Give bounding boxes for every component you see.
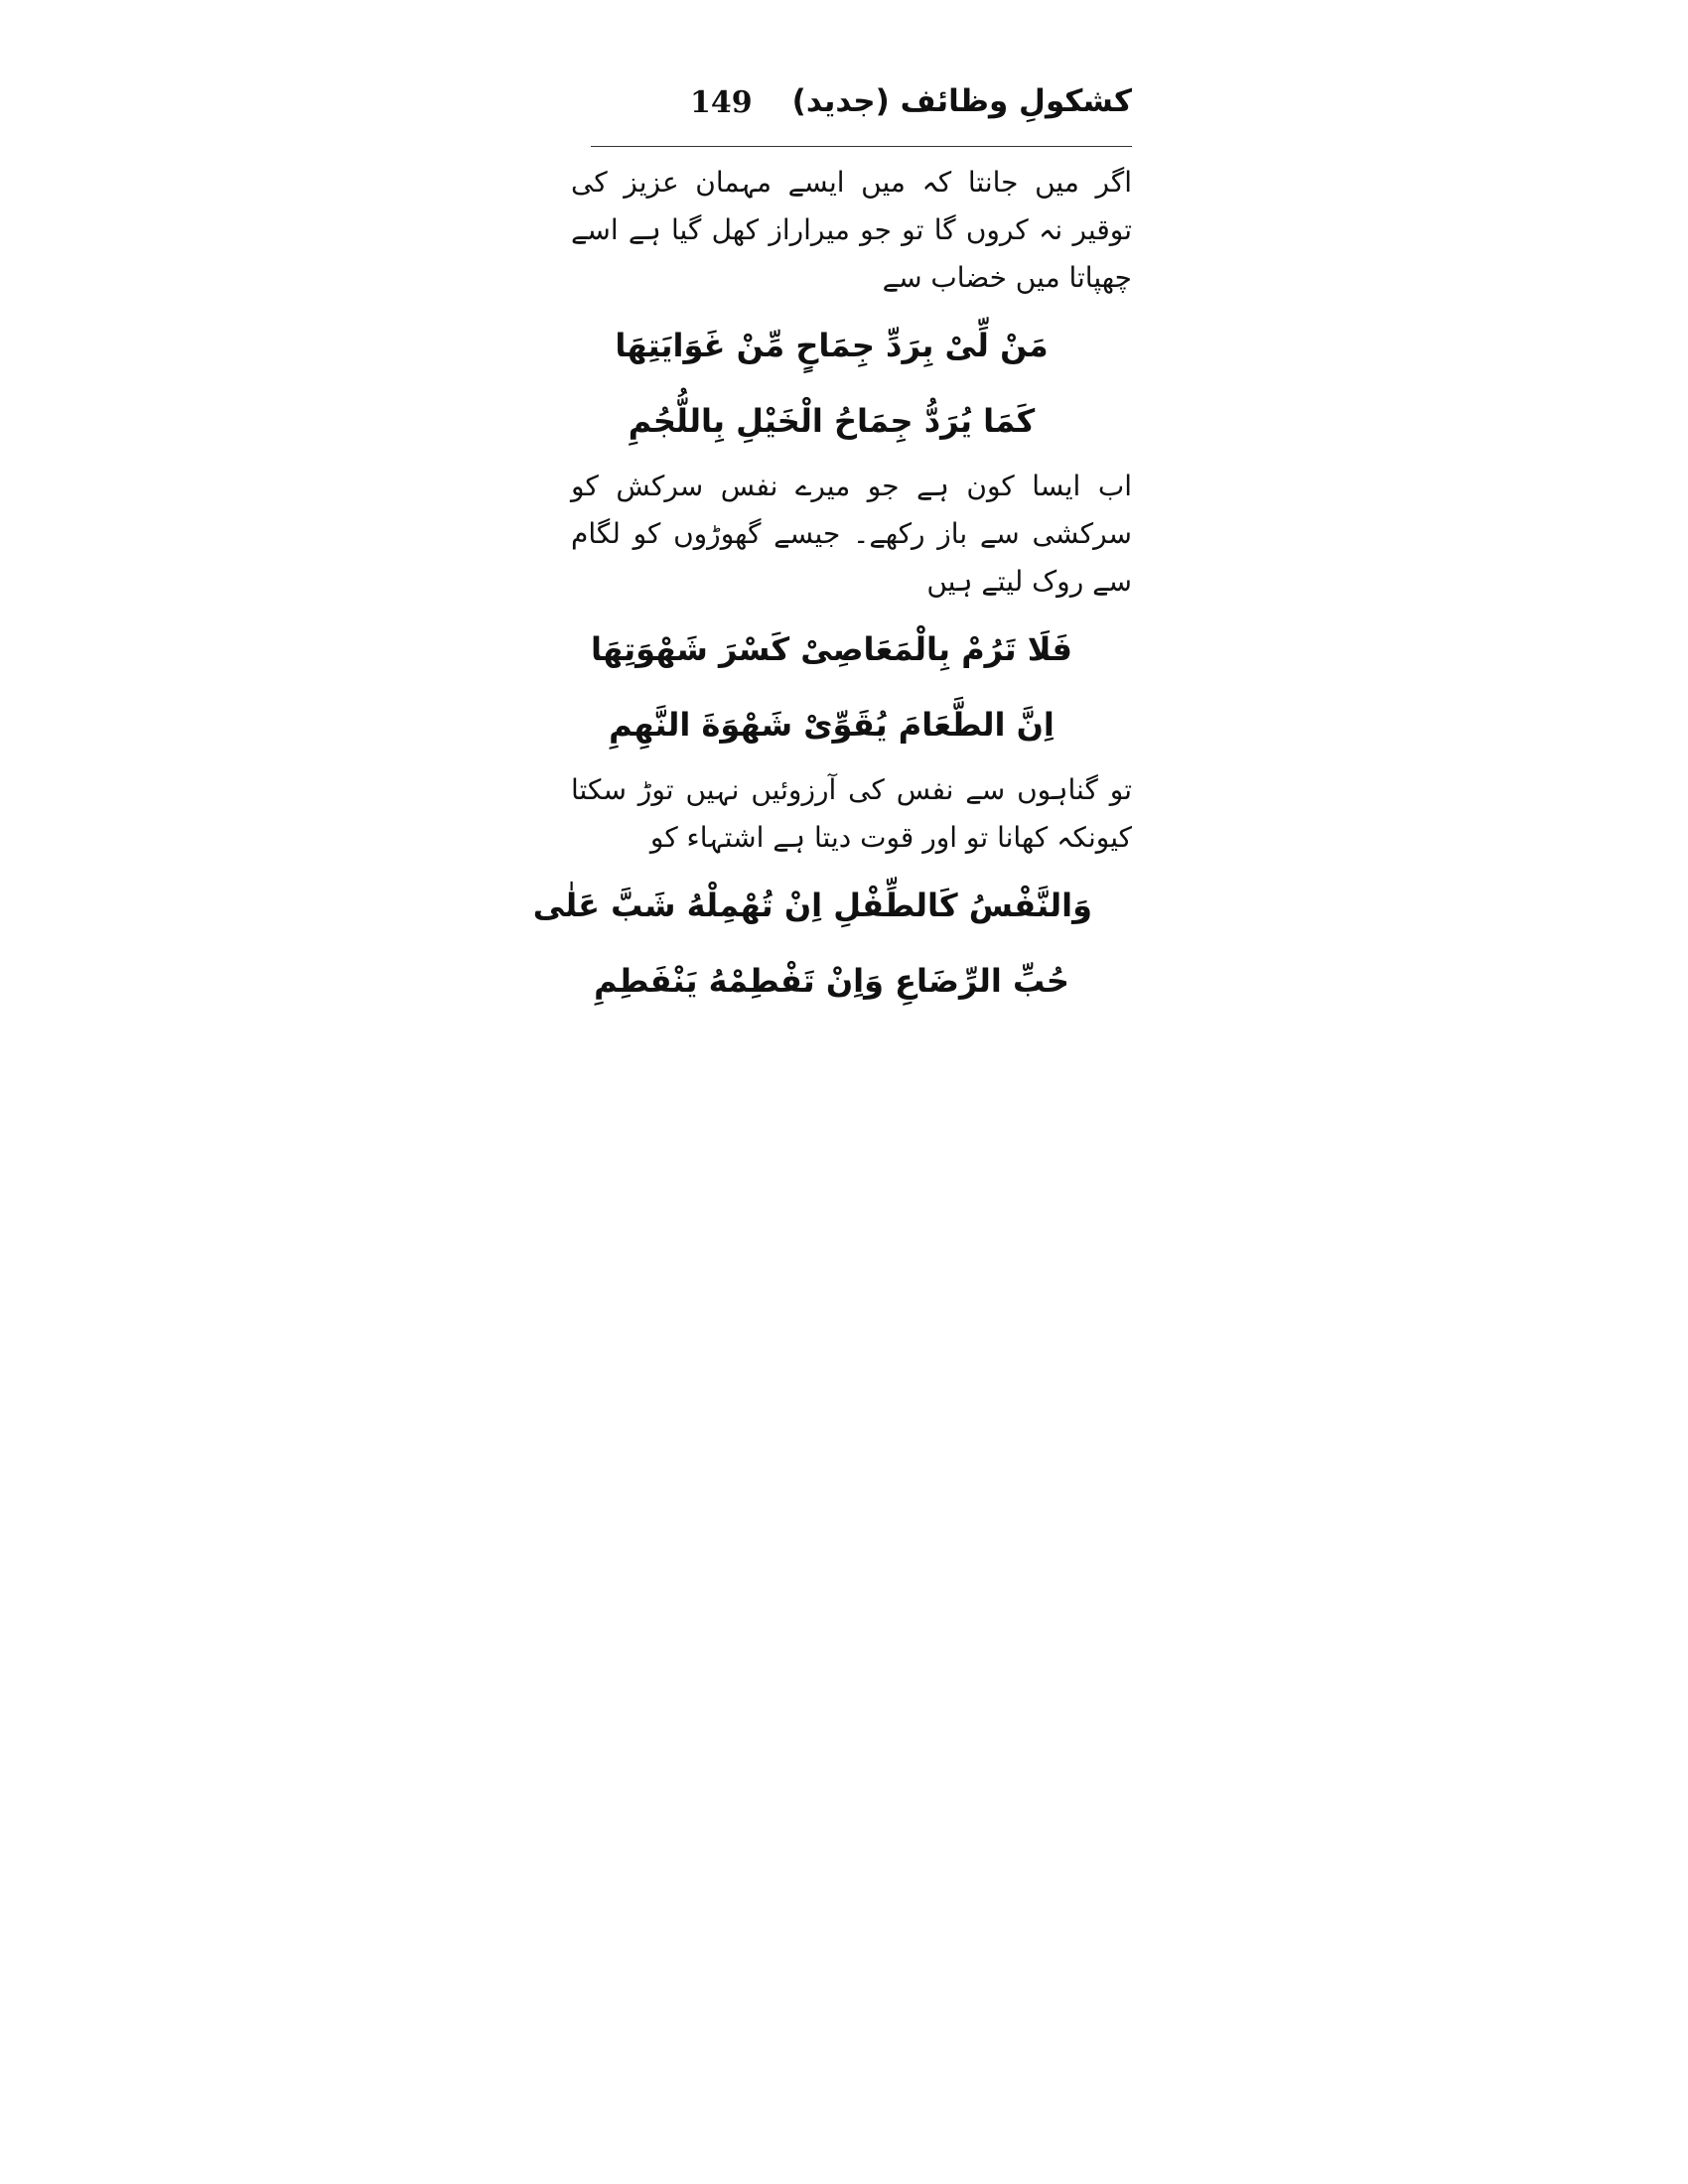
verse-line-6: حُبِّ الرِّضَاعِ وَاِنْ تَفْطِمْهُ یَنْفَطِمِ [594,962,1069,1000]
prose-paragraph-1: اگر میں جانتا کہ میں ایسے مہمان عزیز کی توقیر نہ کروں گا تو جو میراراز کھل گیا ہے اسے چھپاتا میں خضاب سے [571,166,1132,294]
verse-line-1: مَنْ لِّیْ بِرَدِّ جِمَاحٍ مِّنْ غَوَایَتِهَا [615,327,1049,364]
running-title: کشکولِ وظائف (جدید) [791,83,1132,119]
header-rule [591,146,1132,147]
verse-line-3: فَلَا تَرُمْ بِالْمَعَاصِیْ کَسْرَ شَهْوَتِهَا [591,630,1072,668]
prose-paragraph-2: اب ایسا کون ہے جو میرے نفس سرکش کو سرکشی سے باز رکھے۔ جیسے گھوڑوں کو لگام سے روک لیتے ہیں [571,470,1132,598]
page-number: 149 [690,85,753,120]
verse-line-5: وَالنَّفْسُ کَالطِّفْلِ اِنْ تُهْمِلْهُ شَبَّ عَلٰی [532,887,1092,924]
verse-line-2: کَمَا یُرَدُّ جِمَاحُ الْخَیْلِ بِاللُّجُمِ [628,402,1036,440]
page-header [591,79,1132,139]
page-body [532,159,1132,1023]
verse-line-4: اِنَّ الطَّعَامَ یُقَوِّیْ شَهْوَةَ النَّهِمِ [609,706,1055,744]
prose-paragraph-3: تو گناہوں سے نفس کی آرزوئیں نہیں توڑ سکتا کیونکہ کھانا تو اور قوت دیتا ہے اشتہاء کو [571,773,1132,854]
